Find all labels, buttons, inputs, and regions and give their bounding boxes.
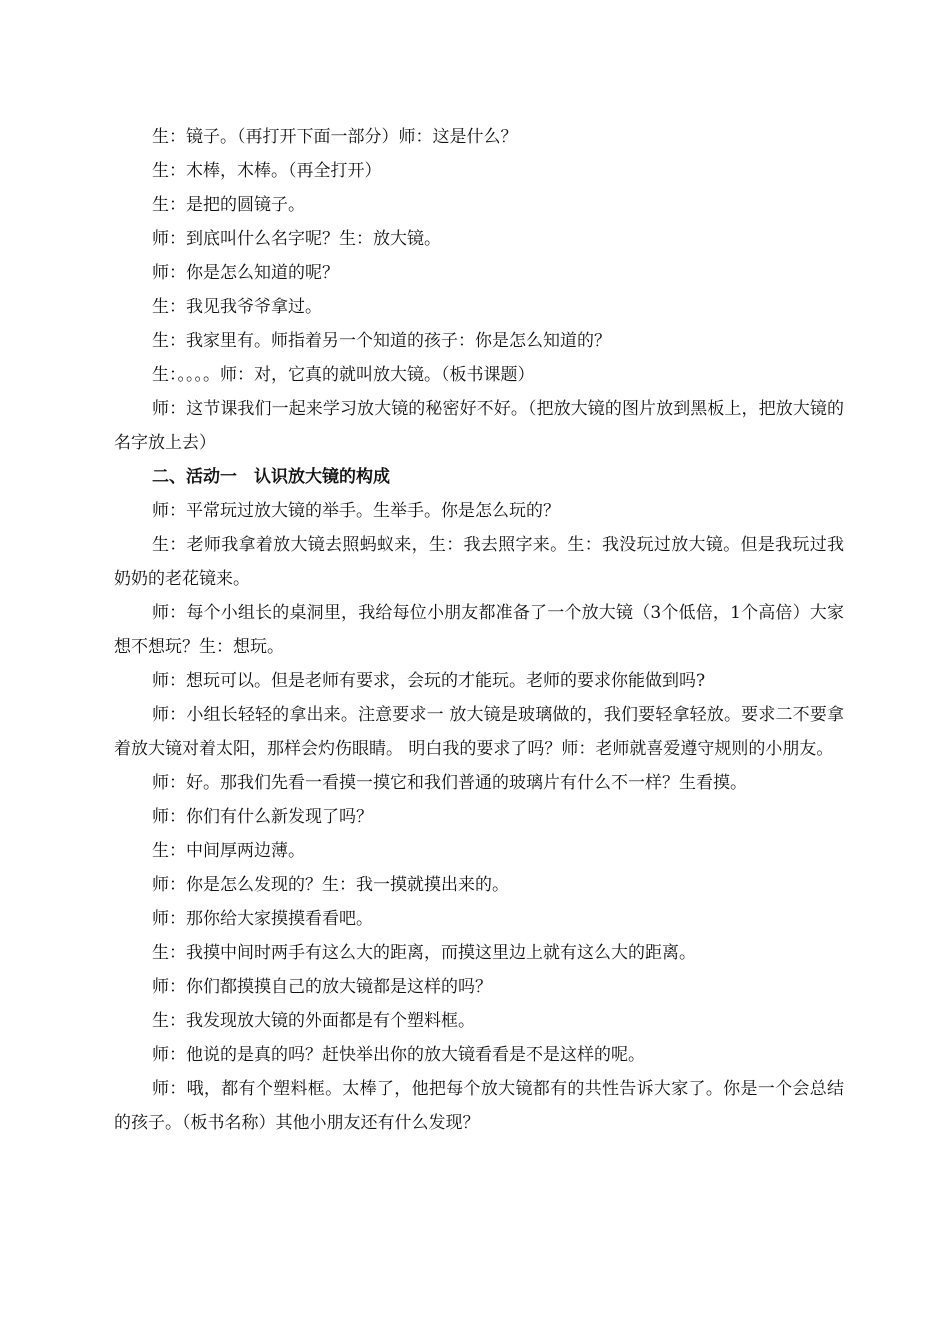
dialogue-paragraph: 师：你们有什么新发现了吗？	[152, 807, 373, 827]
dialogue-paragraph: 师：哦，都有个塑料框。太棒了，他把每个放大镜都有的共性告诉大家了。你是一个会总结的孩子。（板书名称）其他小朋友还有什么发现？	[114, 1079, 844, 1133]
dialogue-paragraph: 师：那你给大家摸摸看看吧。	[152, 909, 373, 929]
section-heading: 二、活动一 认识放大镜的构成	[152, 467, 390, 487]
dialogue-paragraph: 师：平常玩过放大镜的举手。生举手。你是怎么玩的？	[152, 501, 560, 521]
dialogue-paragraph: 生：我发现放大镜的外面都是有个塑料框。	[152, 1011, 475, 1031]
dialogue-paragraph: 师：你们都摸摸自己的放大镜都是这样的吗？	[152, 977, 492, 997]
dialogue-paragraph: 生：是把的圆镜子。	[152, 195, 305, 215]
dialogue-paragraph: 生：我摸中间时两手有这么大的距离，而摸这里边上就有这么大的距离。	[152, 943, 696, 963]
dialogue-paragraph: 师：小组长轻轻的拿出来。注意要求一 放大镜是玻璃做的，我们要轻拿轻放。要求二不要拿着放大镜对着太阳，那样会灼伤眼睛。 明白我的要求了吗？师：老师就喜爱遵守规则的小朋友。	[114, 705, 844, 759]
dialogue-paragraph: 生：。。。。师：对，它真的就叫放大镜。（板书课题）	[152, 365, 535, 385]
dialogue-paragraph: 师：你是怎么发现的？生：我一摸就摸出来的。	[152, 875, 509, 895]
dialogue-paragraph: 师：他说的是真的吗？赶快举出你的放大镜看看是不是这样的呢。	[152, 1045, 645, 1065]
dialogue-paragraph: 师：想玩可以。但是老师有要求，会玩的才能玩。老师的要求你能做到吗?	[152, 671, 706, 691]
dialogue-paragraph: 师：你是怎么知道的呢？	[152, 263, 339, 283]
dialogue-paragraph: 生：我见我爷爷拿过。	[152, 297, 322, 317]
dialogue-paragraph: 师：这节课我们一起来学习放大镜的秘密好不好。（把放大镜的图片放到黑板上，把放大镜的名字放上去）	[114, 399, 844, 453]
dialogue-paragraph: 师：每个小组长的桌洞里，我给每位小朋友都准备了一个放大镜（3个低倍，1个高倍）大家想不想玩？生：想玩。	[114, 603, 844, 657]
dialogue-paragraph: 师：到底叫什么名字呢？生：放大镜。	[152, 229, 441, 249]
dialogue-paragraph: 生：老师我拿着放大镜去照蚂蚁来，生：我去照字来。生：我没玩过放大镜。但是我玩过我奶奶的老花镜来。	[114, 535, 844, 589]
dialogue-paragraph: 师：好。那我们先看一看摸一摸它和我们普通的玻璃片有什么不一样？生看摸。	[152, 773, 747, 793]
document-body	[114, 120, 844, 1140]
dialogue-paragraph: 生：我家里有。师指着另一个知道的孩子：你是怎么知道的？	[152, 331, 611, 351]
dialogue-paragraph: 生：中间厚两边薄。	[152, 841, 305, 861]
dialogue-paragraph: 生：木棒，木棒。（再全打开）	[152, 161, 382, 181]
dialogue-paragraph: 生：镜子。（再打开下面一部分）师：这是什么？	[152, 127, 518, 147]
